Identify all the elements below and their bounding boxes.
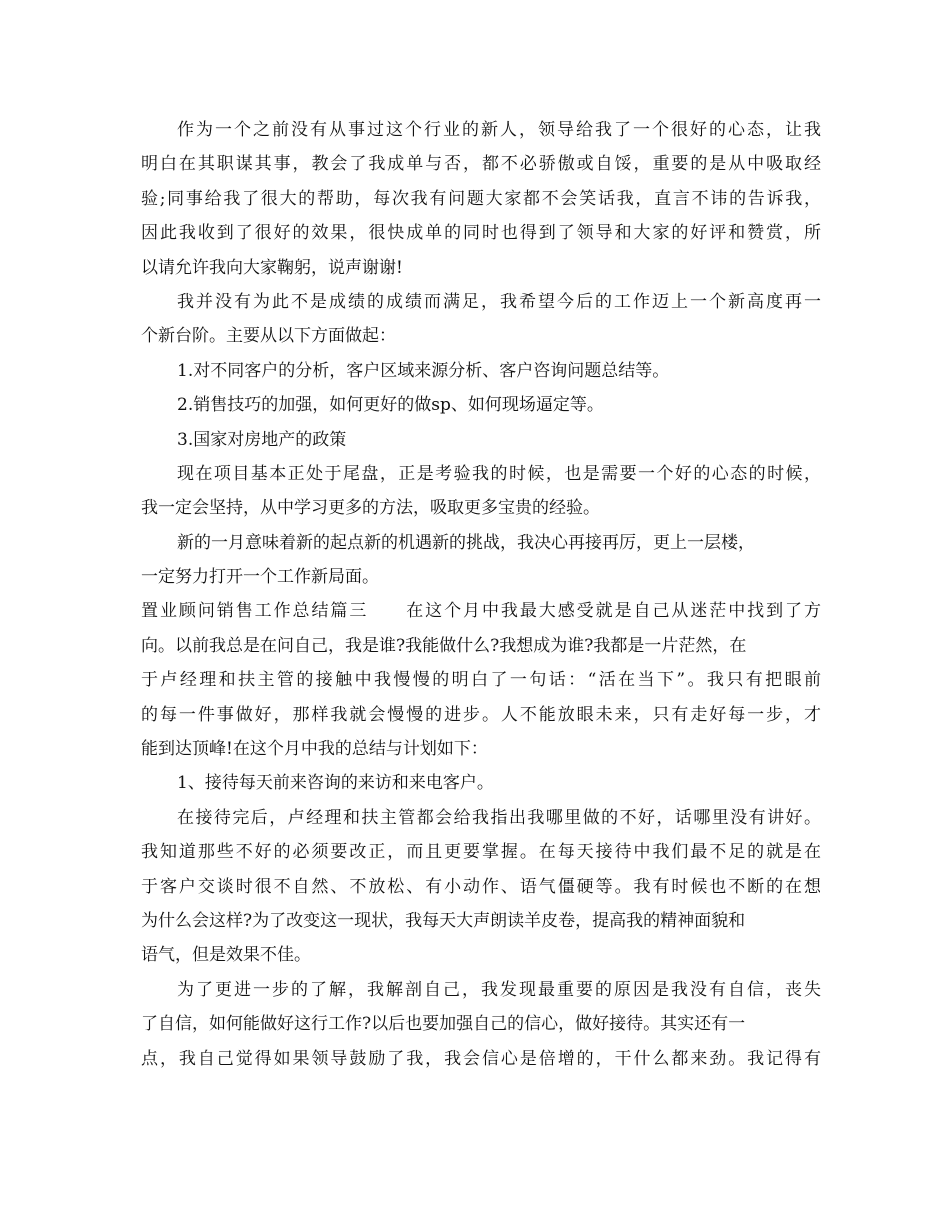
text-line: 验;同事给我了很大的帮助，每次我有问题大家都不会笑话我，直言不讳的告诉我，: [141, 188, 821, 209]
text-line: 以请允许我向大家鞠躬，说声谢谢!: [141, 257, 403, 278]
text-line: 新的一月意味着新的起点新的机遇新的挑战，我决心再接再厉，更上一层楼，: [177, 532, 755, 553]
text-line: 的每一件事做好，那样我就会慢慢的进步。人不能放眼未来，只有走好每一步，才: [141, 704, 821, 725]
text-line: 作为一个之前没有从事过这个行业的新人，领导给我了一个很好的心态，让我: [177, 120, 821, 140]
text-line: 为什么会这样?为了改变这一现状，我每天大声朗读羊皮卷，提高我的精神面貌和: [141, 910, 746, 931]
text-line: 我并没有为此不是成绩的成绩而满足，我希望今后的工作迈上一个新高度再一: [177, 291, 821, 312]
text-line: 2.销售技巧的加强，如何更好的做sp、如何现场逼定等。: [177, 395, 604, 416]
text-line: 3.国家对房地产的政策: [177, 429, 347, 450]
text-line: 1.对不同客户的分析，客户区域来源分析、客户咨询问题总结等。: [177, 360, 670, 381]
text-line: 因此我收到了很好的效果，很快成单的同时也得到了领导和大家的好评和赞赏，所: [141, 223, 821, 244]
text-line: 在接待完后，卢经理和扶主管都会给我指出我哪里做的不好，话哪里没有讲好。: [177, 807, 821, 828]
text-line: 一定努力打开一个工作新局面。: [141, 567, 379, 588]
text-line: 我一定会坚持，从中学习更多的方法，吸取更多宝贵的经验。: [141, 498, 600, 519]
text-line: 现在项目基本正处于尾盘，正是考验我的时候，也是需要一个好的心态的时候，: [177, 463, 821, 484]
text-line: 1、接待每天前来咨询的来访和来电客户。: [177, 773, 494, 794]
text-line: 能到达顶峰!在这个月中我的总结与计划如下：: [141, 739, 488, 760]
document-body: [141, 113, 821, 1076]
text-line: 置业顾问销售工作总结篇三 在这个月中我最大感受就是自己从迷茫中找到了方: [141, 601, 821, 622]
text-line: 我知道那些不好的必须要改正，而且更要掌握。在每天接待中我们最不足的就是在: [141, 842, 821, 863]
text-line: 个新台阶。主要从以下方面做起：: [141, 326, 396, 347]
text-line: 了自信，如何能做好这行工作?以后也要加强自己的信心，做好接待。其实还有一: [141, 1014, 746, 1035]
text-line: 明白在其职谋其事，教会了我成单与否，都不必骄傲或自馁，重要的是从中吸取经: [141, 154, 821, 175]
text-line: 点，我自己觉得如果领导鼓励了我，我会信心是倍增的，干什么都来劲。我记得有: [141, 1048, 821, 1069]
text-line: 语气，但是效果不佳。: [141, 945, 311, 966]
text-line: 向。以前我总是在问自己，我是谁?我能做什么?我想成为谁?我都是一片茫然，在: [141, 635, 747, 656]
text-line: 为了更进一步的了解，我解剖自己，我发现最重要的原因是我没有自信，丧失: [177, 979, 821, 1000]
text-line: 于卢经理和扶主管的接触中我慢慢的明白了一句话：“活在当下”。我只有把眼前: [141, 670, 821, 691]
text-line: 于客户交谈时很不自然、不放松、有小动作、语气僵硬等。我有时候也不断的在想: [141, 876, 821, 897]
